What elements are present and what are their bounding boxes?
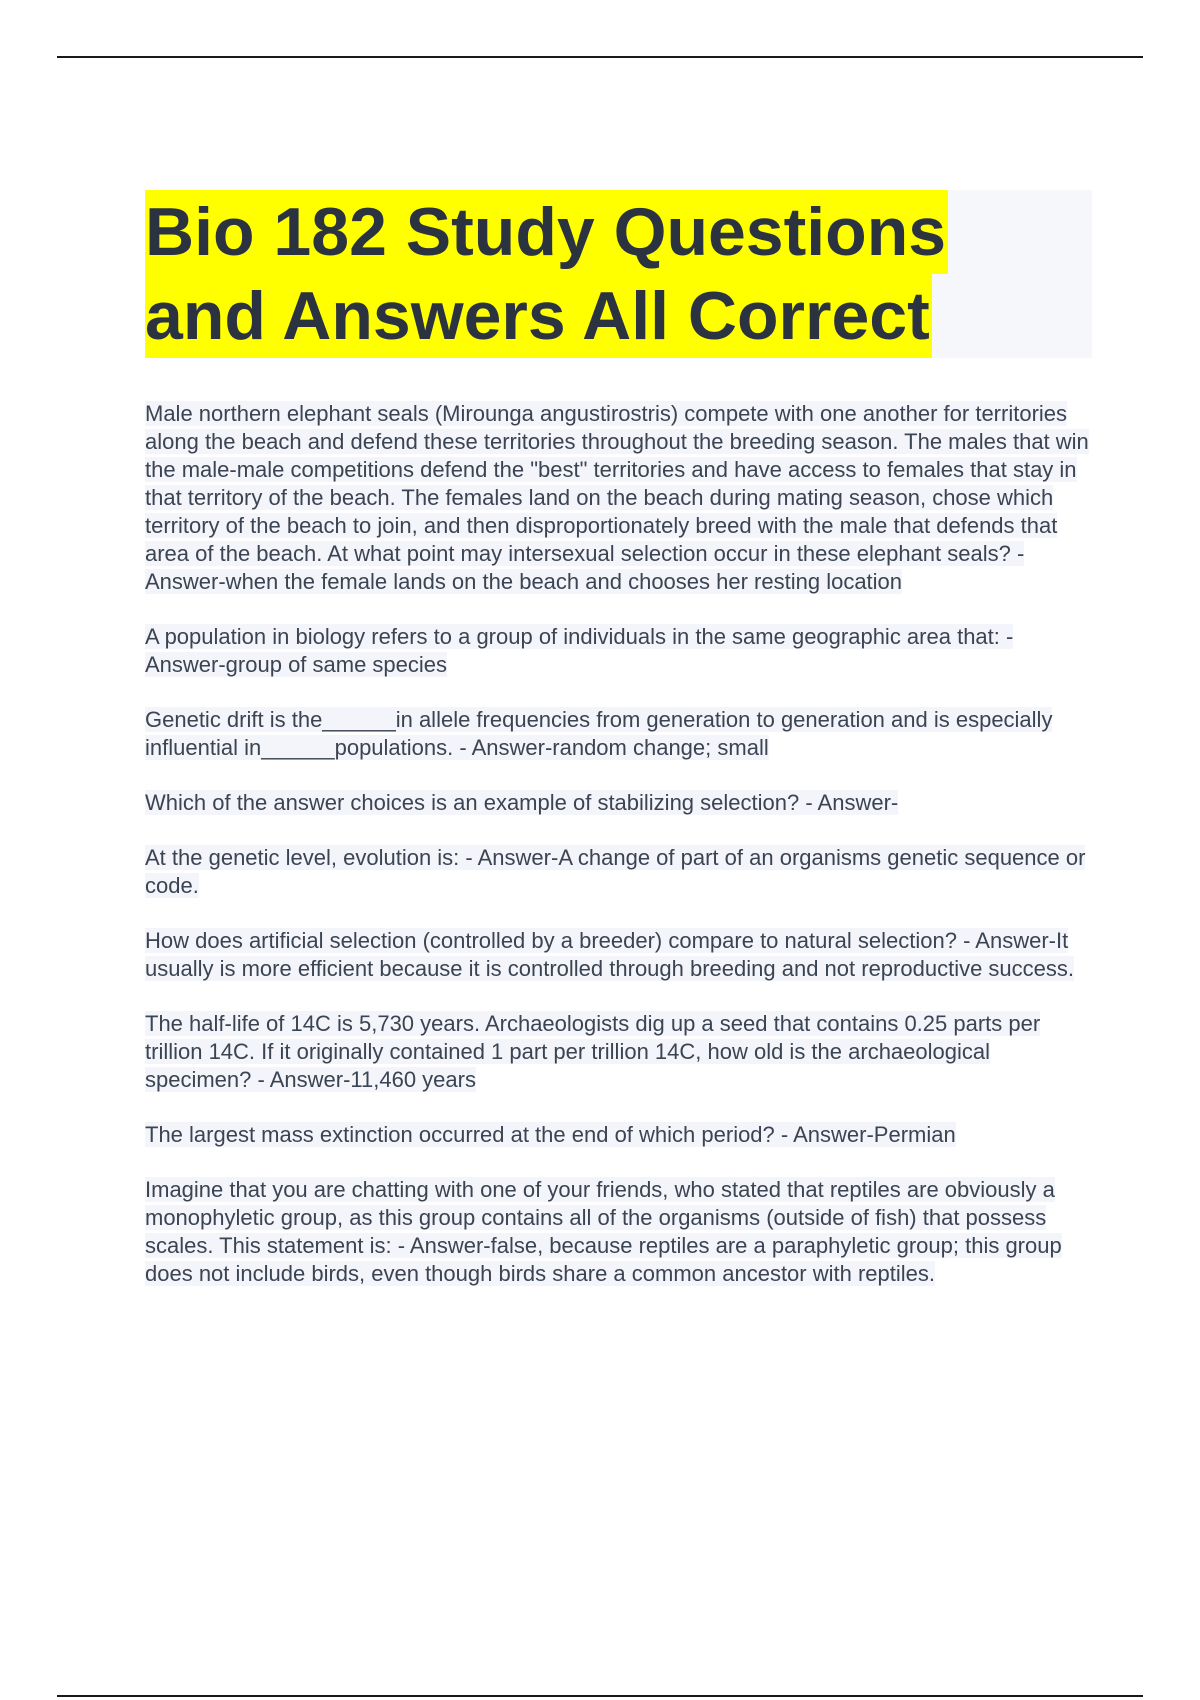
qa-text: At the genetic level, evolution is: - Answer-A change of part of an organisms genetic sequence or code.: [145, 845, 1086, 898]
title-line-1: Bio 182 Study Questions: [145, 190, 948, 274]
qa-text: Which of the answer choices is an example of stabilizing selection? - Answer-: [145, 790, 899, 815]
qa-text: A population in biology refers to a group of individuals in the same geographic area that: - Answer-group of same species: [145, 624, 1014, 677]
qa-text: How does artificial selection (controlled by a breeder) compare to natural selection? - Answer-It usually is more efficient because it is controlled through breeding and not reproductive success.: [145, 928, 1075, 981]
top-rule: [57, 56, 1143, 58]
qa-item: [145, 400, 1095, 596]
qa-text: Imagine that you are chatting with one of your friends, who stated that reptiles are obviously a monophyletic group, as this group contains all of the organisms (outside of fish) that possess scales. This statement is: - Answer-false, because reptiles are a paraphyletic group; this group does not include birds, even though birds share a common ancestor with reptiles.: [145, 1177, 1062, 1286]
qa-item: [145, 1010, 1095, 1094]
qa-item: [145, 844, 1095, 900]
title-line-2: and Answers All Correct: [145, 274, 932, 358]
qa-text: The half-life of 14C is 5,730 years. Archaeologists dig up a seed that contains 0.25 parts per trillion 14C. If it originally contained 1 part per trillion 14C, how old is the archaeological specimen? - Answer-11,460 years: [145, 1011, 1041, 1092]
qa-item: [145, 789, 1095, 817]
qa-item: [145, 1121, 1095, 1149]
qa-text: Genetic drift is the______in allele frequencies from generation to generation and is especially influential in______populations. - Answer-random change; small: [145, 707, 1053, 760]
qa-text: The largest mass extinction occurred at the end of which period? - Answer-Permian: [145, 1122, 956, 1147]
qa-text: Male northern elephant seals (Mirounga angustirostris) compete with one another for territories along the beach and defend these territories throughout the breeding season. The males that win the male-male competitions defend the "best" territories and have access to females that stay in that territory of the beach. The females land on the beach during mating season, chose which territory of the beach to join, and then disproportionately breed with the male that defends that area of the beach. At what point may intersexual selection occur in these elephant seals? - Answer-when the female lands on the beach and chooses her resting location: [145, 401, 1089, 594]
bottom-rule: [57, 1695, 1143, 1697]
page-title: [145, 190, 948, 358]
qa-item: [145, 1176, 1095, 1288]
qa-item: [145, 706, 1095, 762]
qa-list: [145, 400, 1095, 1315]
qa-item: [145, 623, 1095, 679]
qa-item: [145, 927, 1095, 983]
